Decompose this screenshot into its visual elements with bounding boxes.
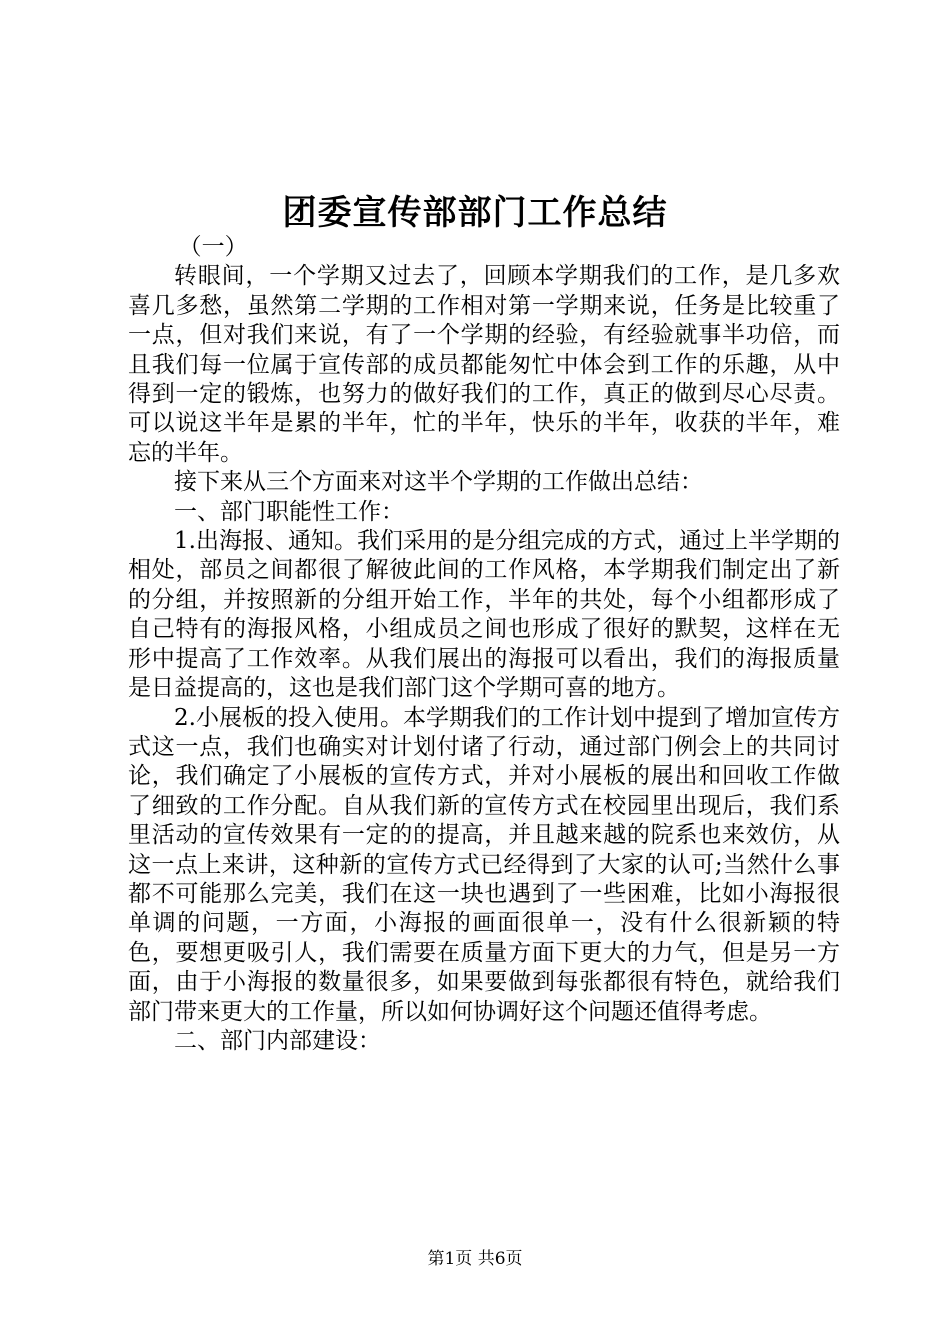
page-footer: 第1页 共6页 [427,1249,523,1269]
heading-section-1: 一、部门职能性工作： [174,498,404,525]
section-marker: （一） [178,234,248,260]
paragraph-intro: 转眼间，一个学期又过去了，回顾本学期我们的工作，是几多欢喜几多愁，虽然第二学期的工作相对第一学期来说，任务是比较重了一点，但对我们来说，有了一个学期的经验，有经验就事半功倍，而且我们每一位属于宣传部的成员都能匆忙中体会到工作的乐趣，从中得到一定的锻炼，也努力的做好我们的工作，真正的做到尽心尽责。可以说这半年是累的半年，忙的半年，快乐的半年，收获的半年，难忘的半年。 [128,263,840,466]
document-title: 团委宣传部部门工作总结 [282,193,668,233]
paragraph-item-1: 1.出海报、通知。我们采用的是分组完成的方式，通过上半学期的相处，部员之间都很了解彼此间的工作风格，本学期我们制定出了新的分组，并按照新的分组开始工作，半年的共处，每个小组都形成了自己特有的海报风格，小组成员之间也形成了很好的默契，这样在无形中提高了工作效率。从我们展出的海报可以看出，我们的海报质量是日益提高的，这也是我们部门这个学期可喜的地方。 [128,528,840,702]
heading-section-2: 二、部门内部建设： [174,1027,381,1054]
paragraph-item-2: 2.小展板的投入使用。本学期我们的工作计划中提到了增加宣传方式这一点，我们也确实对计划付诸了行动，通过部门例会上的共同讨论，我们确定了小展板的宣传方式，并对小展板的展出和回收工作做了细致的工作分配。自从我们新的宣传方式在校园里出现后，我们系里活动的宣传效果有一定的的提高，并且越来越的院系也来效仿，从这一点上来讲，这种新的宣传方式已经得到了大家的认可;当然什么事都不可能那么完美，我们在这一块也遇到了一些困难，比如小海报很单调的问题，一方面，小海报的画面很单一，没有什么很新颖的特色，要想更吸引人，我们需要在质量方面下更大的力气，但是另一方面，由于小海报的数量很多，如果要做到每张都很有特色，就给我们部门带来更大的工作量，所以如何协调好这个问题还值得考虑。 [128,704,840,1025]
paragraph-overview: 接下来从三个方面来对这半个学期的工作做出总结： [174,469,703,496]
document-body [128,233,840,1056]
